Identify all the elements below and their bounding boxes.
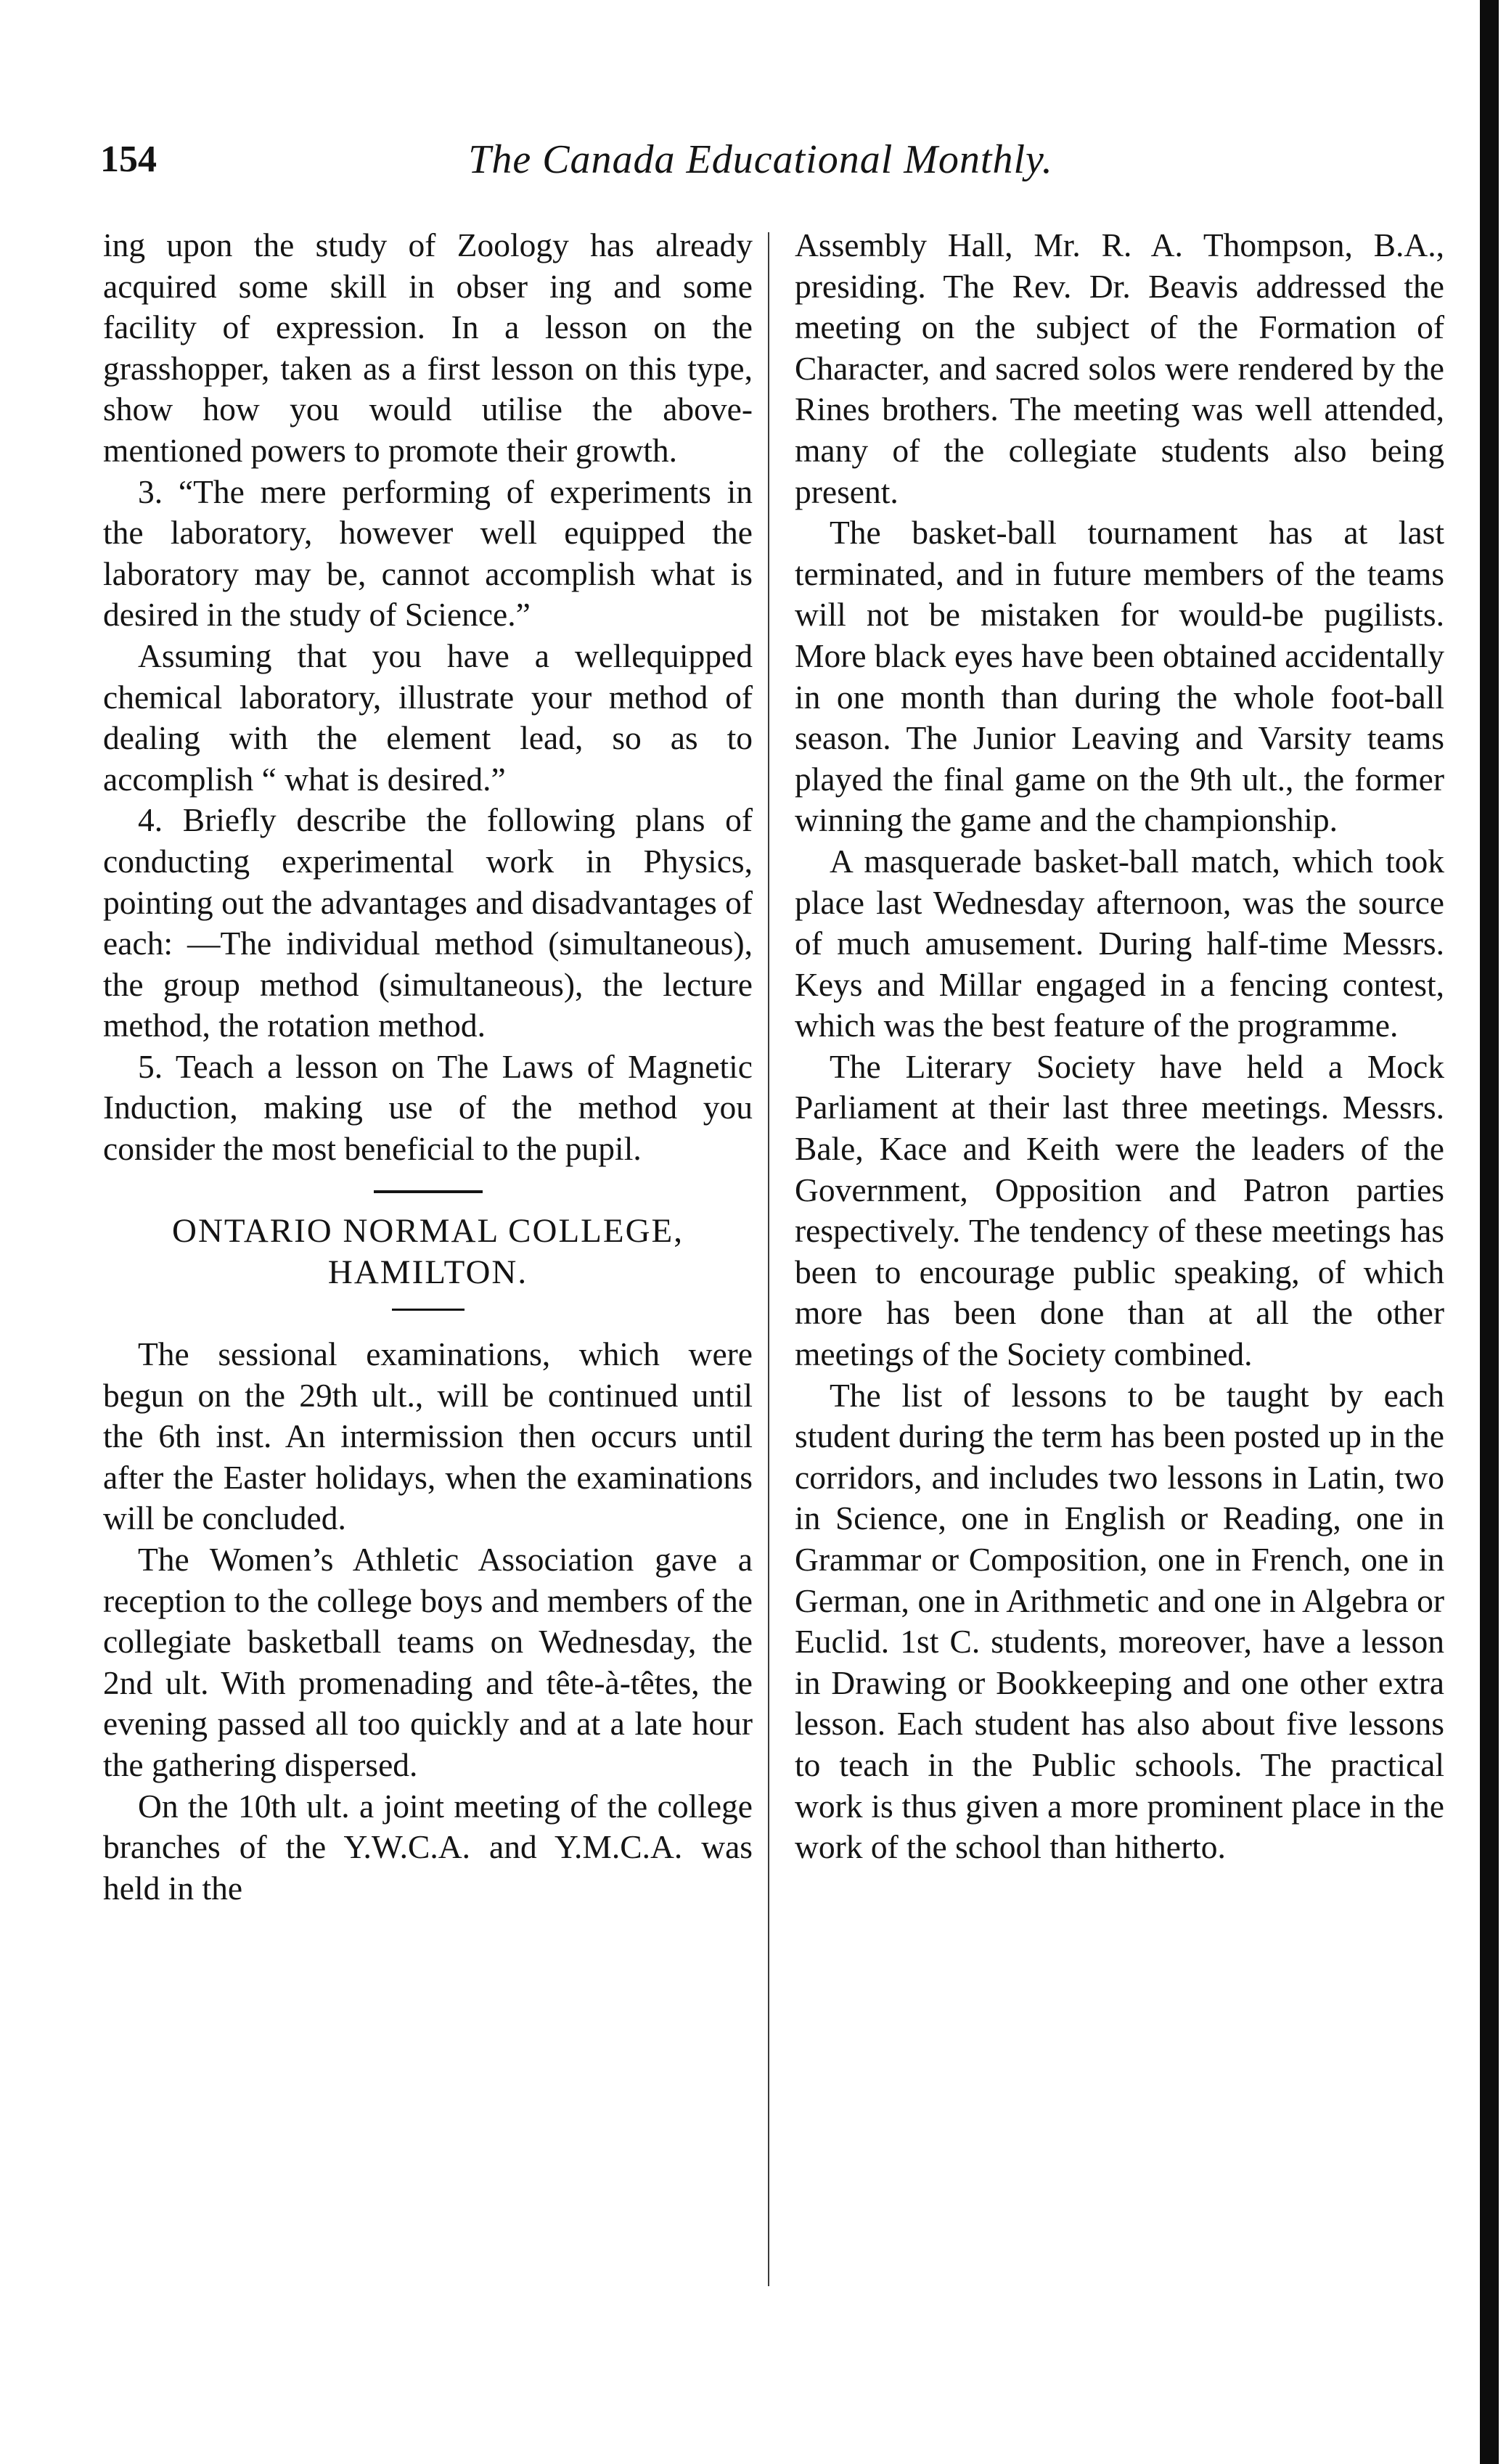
paragraph: The basket-ball tournament has at last terminated, and in future members of the teams will not be mistaken for would-be pugilists. More black eyes have been obtained accidentally in one month than during the whole foot-ball season. The Junior Leaving and Varsity teams played the final game on the 9th ult., the former winning the game and the championship. xyxy=(795,514,1444,839)
paragraph: ing upon the study of Zoology has already acquired some skill in obser ing and some facility of expression. In a lesson on the grasshopper, taken as a first lesson on this type, show how you would utilise the above mentioned powers to promote their growth. xyxy=(103,226,753,469)
paragraph: On the 10th ult. a joint meeting of the college branches of the Y.W.C.A. and Y.M.C.A. was held in the xyxy=(103,1787,753,1907)
section-heading-line: ONTARIO NORMAL COLLEGE, xyxy=(172,1212,684,1251)
page-edge-shadow xyxy=(1480,0,1499,2464)
section-heading xyxy=(103,1211,753,1293)
section-divider xyxy=(103,1170,753,1211)
right-column xyxy=(795,225,1444,1868)
page-header xyxy=(100,134,1421,185)
column-rule xyxy=(768,232,769,2286)
paragraph: 3. “The mere performing of experiments in the laboratory, however well equipped the laboratory may be, cannot accomplish what is desired in the study of Science.” xyxy=(103,472,753,634)
page-number: 154 xyxy=(100,139,157,180)
paragraph: Assembly Hall, Mr. R. A. Thompson, B.A., presiding. The Rev. Dr. Beavis addressed the meeting on the subject of the Formation of Character, and sacred solos were rendered by the Rines brothers. The meeting was well attended, many of the collegiate students also being present. xyxy=(795,226,1444,510)
paragraph: A masquerade basket-ball match, which took place last Wednesday afternoon, was the source of much amusement. During half-time Messrs. Keys and Millar engaged in a fencing contest, which was the best feature of the programme. xyxy=(795,842,1444,1044)
paragraph: 5. Teach a lesson on The Laws of Magnetic Induction, making use of the method you consider the most beneficial to the pupil. xyxy=(103,1047,753,1168)
left-column xyxy=(103,225,753,1909)
paragraph: The Women’s Athletic Association gave a reception to the college boys and members of the collegiate basketball teams on Wednesday, the 2nd ult. With promenading and tête-à-têtes, the evening passed all too quickly and at a late hour the gathering dispersed. xyxy=(103,1541,753,1783)
paragraph: The Literary Society have held a Mock Parliament at their last three meetings. Messrs. Bale, Kace and Keith were the leaders of the Government, Opposition and Patron parties respectively. The tendency of these meetings has been to encourage public speaking, of which more has been done than at all the other meetings of the Society combined. xyxy=(795,1047,1444,1373)
running-title: The Canada Educational Monthly. xyxy=(468,137,1053,182)
paragraph: The list of lessons to be taught by each student during the term has been posted up in the corridors, and includes two lessons in Latin, two in Science, one in English or Reading, one in Grammar or Composition, one in French, one in German, one in Arithmetic and one in Algebra or Euclid. 1st C. students, moreover, have a lesson in Drawing or Bookkeeping and one other extra lesson. Each student has also about five lessons to teach in the Public schools. The practical work is thus given a more prominent place in the work of the school than hitherto. xyxy=(795,1376,1444,1866)
paragraph: 4. Briefly describe the following plans of conducting experimental work in Physics, pointing out the advantages and disadvantages of each: —The individual method (simultaneous), the group method (simultaneous), the lecture method, the rotation method. xyxy=(103,801,753,1044)
paragraph: The sessional examinations, which were begun on the 29th ult., will be continued until the 6th inst. An intermission then occurs until after the Easter holidays, when the examinations will be concluded. xyxy=(103,1335,753,1537)
section-heading-line: HAMILTON. xyxy=(327,1253,528,1291)
paragraph: Assuming that you have a wellequipped chemical laboratory, illustrate your method of dealing with the element lead, so as to accomplish “ what is desired.” xyxy=(103,637,753,798)
heading-divider xyxy=(103,1293,753,1334)
